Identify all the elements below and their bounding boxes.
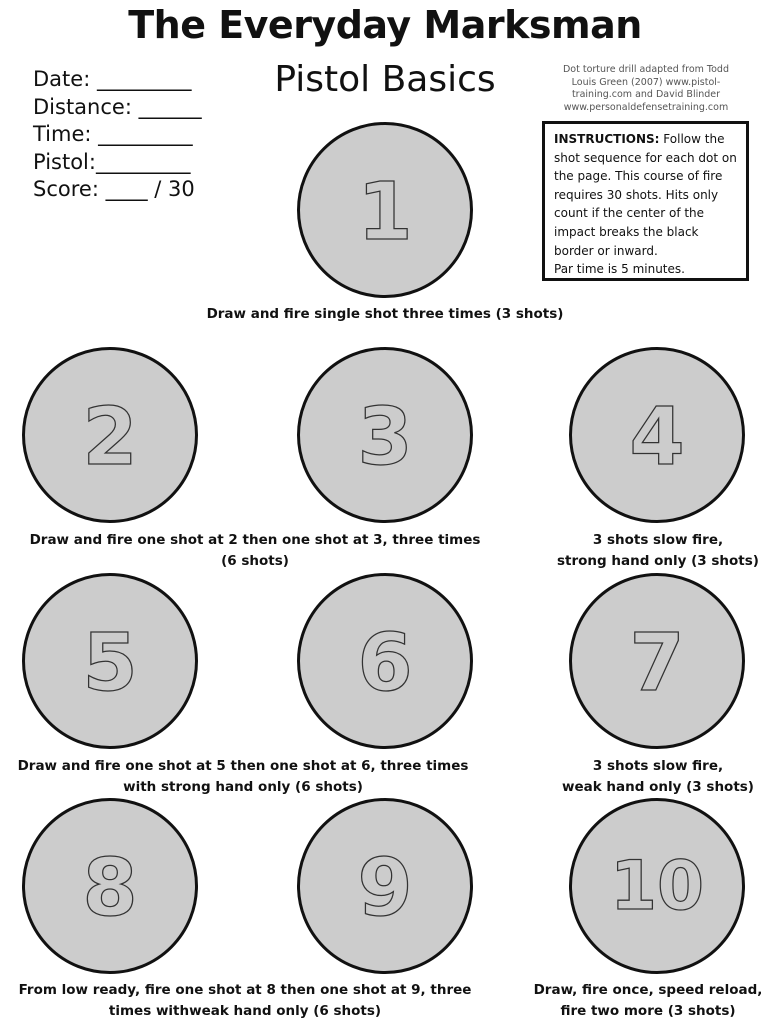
credit-line: Dot torture drill adapted from Todd (562, 64, 729, 75)
target-number: 3 (357, 389, 413, 483)
credit-line: training.com and David Blinder (571, 89, 721, 100)
time-field: Time: _________ (33, 122, 193, 146)
target-number: 5 (82, 615, 138, 709)
target-dot-3 (297, 347, 473, 523)
target-dot-4 (569, 347, 745, 523)
target-dot-6 (297, 573, 473, 749)
instructions-text: Follow the shot sequence for each dot on the page. This course of fire requires 30 shots. Hits only count if the center of the impact breaks the black border or inward. (554, 132, 737, 258)
caption-dots-5-6 (10, 756, 476, 798)
credit-line: Louis Green (2007) www.pistol- (571, 76, 721, 88)
target-number: 9 (357, 840, 413, 934)
caption-dot-7 (552, 756, 764, 798)
caption-line: Draw and fire one shot at 5 then one shot at 6, three times (17, 758, 469, 774)
distance-field: Distance: ______ (33, 94, 202, 119)
par-time: Par time is 5 minutes. (554, 262, 685, 277)
caption-dots-2-3 (10, 530, 500, 572)
caption-line: 3 shots slow fire, (592, 532, 724, 548)
instructions-box (542, 121, 749, 281)
caption-line: weak hand only (3 shots) (562, 779, 754, 795)
caption-line: with strong hand only (6 shots) (123, 779, 363, 795)
pistol-field: Pistol:_________ (33, 149, 191, 174)
target-number: 2 (82, 389, 138, 483)
caption-line: Draw and fire single shot three times (3 shots) (206, 306, 564, 322)
caption-line: 3 shots slow fire, (592, 758, 724, 774)
target-number: 1 (357, 164, 413, 258)
page-subtitle: Pistol Basics (274, 59, 496, 100)
caption-dots-8-9 (10, 980, 480, 1022)
target-dot-1 (297, 122, 473, 298)
caption-dot-1 (160, 304, 610, 325)
target-dot-10 (569, 798, 745, 974)
target-number: 6 (357, 615, 413, 709)
target-dot-5 (22, 573, 198, 749)
date-field: Date: _________ (33, 67, 192, 91)
target-number: 8 (82, 840, 138, 934)
caption-line: Draw and fire one shot at 2 then one shot at 3, three times (29, 532, 481, 548)
caption-line: times withweak hand only (6 shots) (108, 1003, 382, 1019)
instructions-lead: INSTRUCTIONS: (554, 132, 660, 146)
caption-line: Draw, fire once, speed reload, (533, 982, 763, 998)
caption-line: (6 shots) (221, 553, 289, 569)
target-number: 7 (629, 615, 685, 709)
target-dot-2 (22, 347, 198, 523)
target-dot-9 (297, 798, 473, 974)
credit-line: www.personaldefensetraining.com (563, 101, 729, 113)
target-number: 10 (609, 846, 705, 926)
caption-line: strong hand only (3 shots) (557, 553, 759, 569)
caption-line: From low ready, fire one shot at 8 then one shot at 9, three (18, 982, 472, 998)
caption-dot-10 (530, 980, 766, 1022)
score-form (33, 66, 202, 204)
caption-dot-4 (552, 530, 764, 572)
page-title: The Everyday Marksman (128, 3, 642, 47)
score-field: Score: ____ / 30 (33, 177, 195, 201)
target-dot-8 (22, 798, 198, 974)
target-number: 4 (629, 389, 685, 483)
caption-line: fire two more (3 shots) (560, 1003, 736, 1019)
target-dot-7 (569, 573, 745, 749)
credit-note (558, 64, 734, 114)
